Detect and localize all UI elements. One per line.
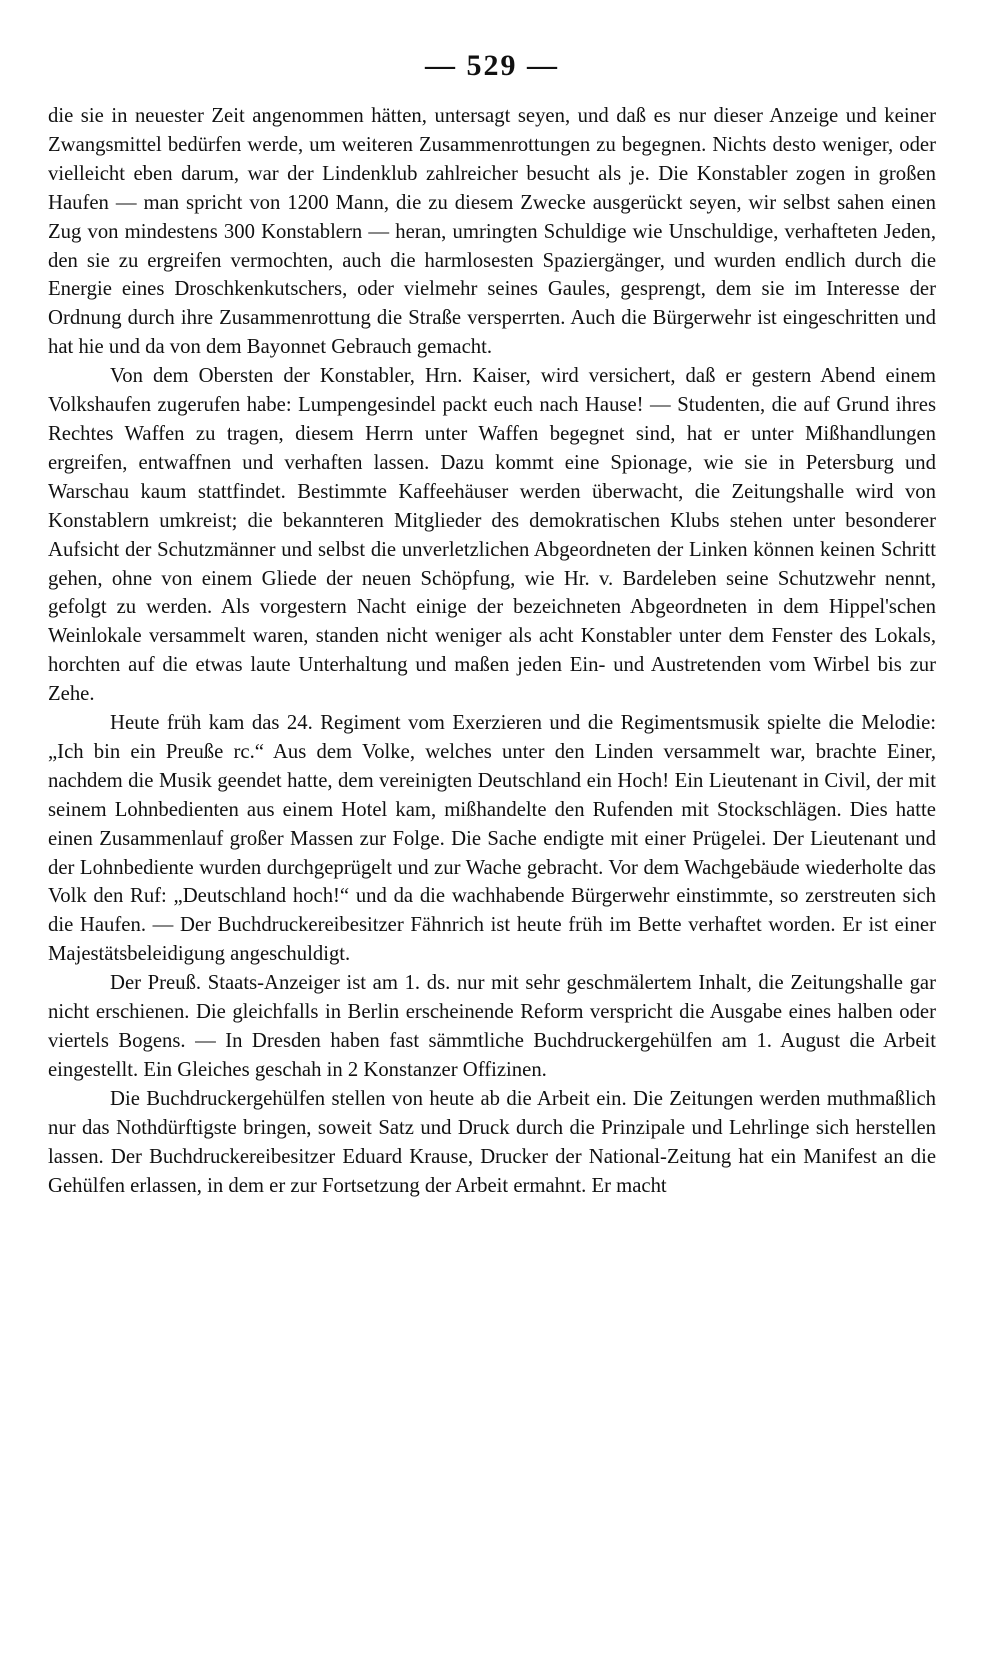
paragraph-2: Von dem Obersten der Konstabler, Hrn. Kaiser, wird versichert, daß er gestern Abend einem Volkshaufen zugerufen habe: Lumpengesindel packt euch nach Hause! — Studenten, die auf Grund ihres Rechtes Waffen zu tragen, diesem Herrn unter Waffen begegnet sind, hat er unter Mißhandlungen ergreifen, entwaffnen und verhaften lassen. Dazu kommt eine Spionage, wie sie in Petersburg und Warschau kaum stattfindet. Bestimmte Kaffeehäuser werden überwacht, die Zeitungshalle wird von Konstablern umkreist; die bekannteren Mitglieder des demokratischen Klubs stehen unter besonderer Aufsicht der Schutzmänner und selbst die unverletzlichen Abgeordneten der Linken können keinen Schritt gehen, ohne von einem Gliede der neuen Schöpfung, wie Hr. v. Bardeleben seine Schutzwehr nennt, gefolgt zu werden. Als vorgestern Nacht einige der bezeichneten Abgeordneten in dem Hippel'schen Weinlokale versammelt waren, standen nicht weniger als acht Konstabler unter dem Fenster des Lokals, horchten auf die etwas laute Unterhaltung und maßen jeden Ein- und Austretenden vom Wirbel bis zur Zehe. [48,365,936,706]
paragraph-5: Die Buchdruckergehülfen stellen von heute ab die Arbeit ein. Die Zeitungen werden muthmaßlich nur das Nothdürftigste bringen, soweit Satz und Druck durch die Prinzipale und Lehrlinge sich herstellen lassen. Der Buchdruckereibesitzer Eduard Krause, Drucker der National-Zeitung hat ein Manifest an die Gehülfen erlassen, in dem er zur Fortsetzung der Arbeit ermahnt. Er macht [48,1087,936,1197]
paragraph-3: Heute früh kam das 24. Regiment vom Exerzieren und die Regimentsmusik spielte die Melodie: „Ich bin ein Preuße rc.“ Aus dem Volke, welches unter den Linden versammelt war, brachte Einer, nachdem die Musik geendet hatte, dem vereinigten Deutschland ein Hoch! Ein Lieutenant in Civil, der mit seinem Lohnbedienten aus einem Hotel kam, mißhandelte den Rufenden mit Stockschlägen. Dies hatte einen Zusammenlauf großer Massen zur Folge. Die Sache endigte mit einer Prügelei. Der Lieutenant und der Lohnbediente wurden durchgeprügelt und zur Wache gebracht. Vor dem Wachgebäude wiederholte das Volk den Ruf: „Deutschland hoch!“ und da die wachhabende Bürgerwehr einstimmte, so zerstreuten sich die Haufen. — Der Buchdruckereibesitzer Fähnrich ist heute früh im Bette verhaftet worden. Er ist einer Majestätsbeleidigung angeschuldigt. [48,712,936,966]
book-page [48,40,936,1640]
paragraph-1: die sie in neuester Zeit angenommen hätten, untersagt seyen, und daß es nur dieser Anzeige und keiner Zwangsmittel bedürfen werde, um weiteren Zusammenrottungen zu begegnen. Nichts desto weniger, oder vielleicht eben darum, war der Lindenklub zahlreicher besucht als je. Die Konstabler zogen in großen Haufen — man spricht von 1200 Mann, die zu diesem Zwecke ausgerückt seyen, wir selbst sahen einen Zug von mindestens 300 Konstablern — heran, umringten Schuldige wie Unschuldige, verhafteten Jeden, den sie zu ergreifen vermochten, auch die harmlosesten Spaziergänger, und wurden endlich durch die Energie eines Droschkenkutschers, oder vielmehr seines Gaules, gesprengt, dem sie im Interesse der Ordnung durch ihre Zusammenrottung die Straße versperrten. Auch die Bürgerwehr ist eingeschritten und hat hie und da von dem Bayonnet Gebrauch gemacht. [48,105,936,359]
page-number: — 529 — [425,49,559,82]
paragraph-4: Der Preuß. Staats-Anzeiger ist am 1. ds. nur mit sehr geschmälertem Inhalt, die Zeitungshalle gar nicht erschienen. Die gleichfalls in Berlin erscheinende Reform verspricht die Ausgabe eines halben oder viertels Bogens. — In Dresden haben fast sämmtliche Buchdruckergehülfen am 1. August die Arbeit eingestellt. Ein Gleiches geschah in 2 Konstanzer Offizinen. [48,972,936,1081]
article-body [48,102,936,1200]
